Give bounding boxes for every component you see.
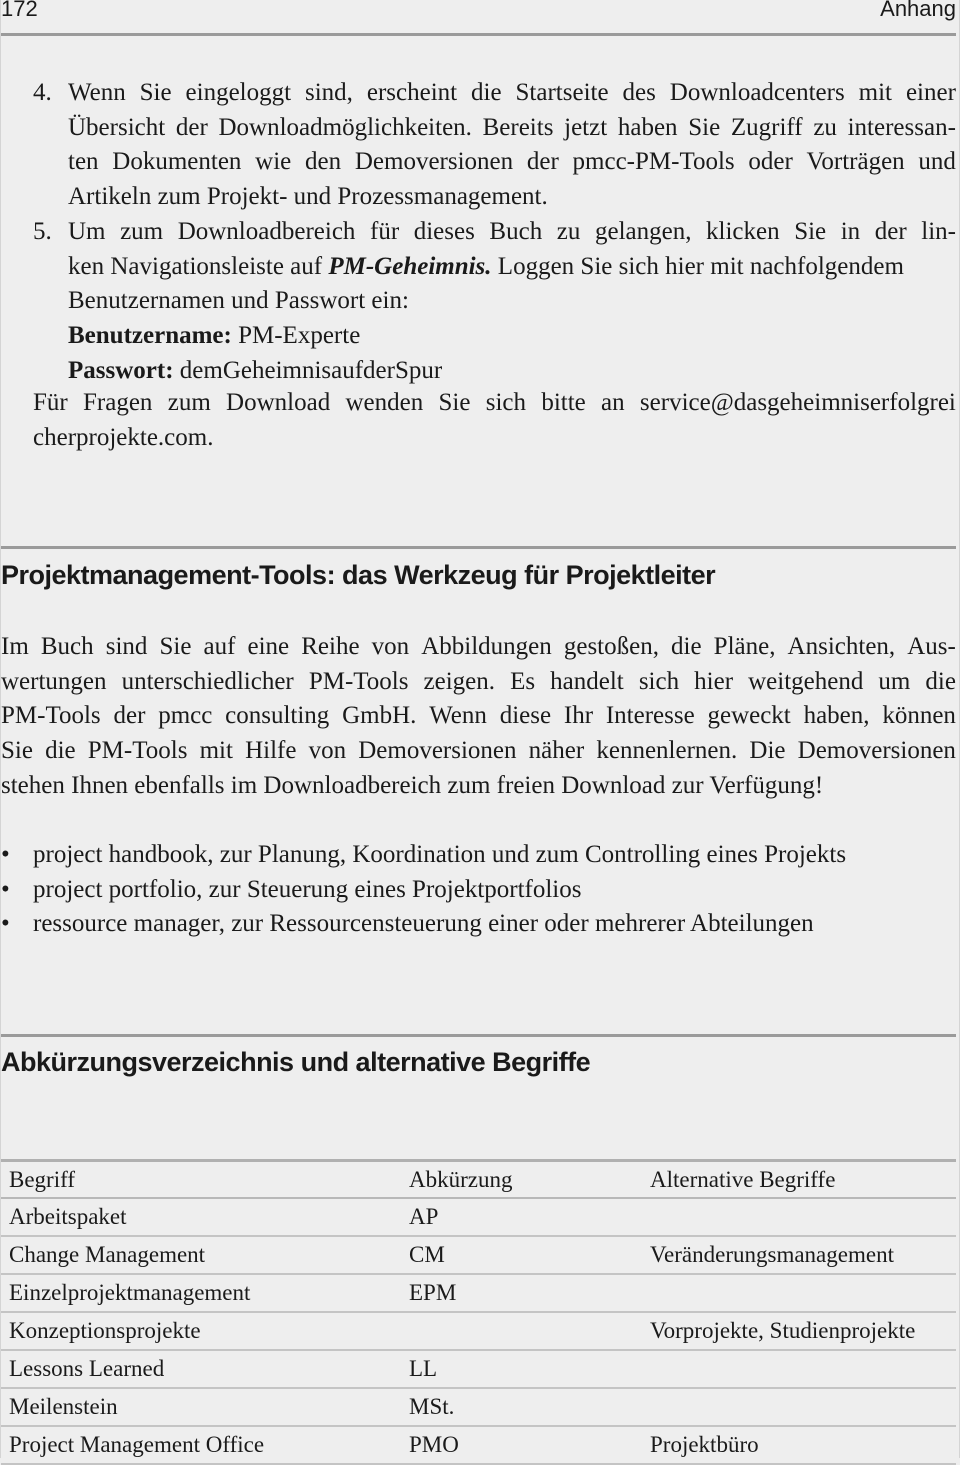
table-row [1, 1388, 956, 1426]
cell-term: Arbeitspaket [1, 1198, 401, 1236]
password-value: demGeheimnisaufderSpur [173, 356, 443, 384]
tools-bullet-list [1, 838, 956, 948]
cell-alternatives [642, 1350, 956, 1388]
step-5-line-2: ken Navigationsleiste auf PM-Geheimnis. Loggen Sie sich hier mit nachfolgendem [68, 252, 904, 280]
list-item: ressource manager, zur Ressourcensteuerung einer oder mehrerer Abteilungen [33, 910, 814, 938]
running-head-section: Anhang [880, 0, 956, 21]
paragraph-line: wertungen unterschiedlicher PM-Tools zeigen. Es handelt sich hier weitgehend um die [1, 667, 956, 695]
table-header-row [1, 1161, 956, 1199]
cell-term: Lessons Learned [1, 1350, 401, 1388]
cell-term: Change Management [1, 1236, 401, 1274]
cell-alternatives: Veränderungsmanagement [642, 1236, 956, 1274]
paragraph-line: PM-Tools der pmcc consulting GmbH. Wenn diese Ihr Interesse geweckt haben, können [1, 702, 956, 730]
cell-abbreviation: LL [401, 1350, 642, 1388]
cell-abbreviation: MSt. [401, 1388, 642, 1426]
column-header-term: Begriff [1, 1161, 401, 1199]
bullet-icon: • [1, 875, 10, 903]
section-heading-tools: Projektmanagement-Tools: das Werkzeug für Projektleiter [1, 560, 716, 590]
abbreviations-table [1, 1159, 956, 1465]
cell-abbreviation: EPM [401, 1274, 642, 1312]
step-number: 4. [33, 79, 52, 106]
section-rule [1, 546, 956, 549]
cell-term: Project Management Office [1, 1426, 401, 1464]
username-value: PM-Experte [231, 321, 361, 349]
username-line [68, 319, 360, 354]
table-row [1, 1198, 956, 1236]
cell-alternatives [642, 1274, 956, 1312]
step-4-line-2: Übersicht der Downloadmöglichkeiten. Bereits jetzt haben Sie Zugriff zu interessan- [68, 113, 956, 141]
section-heading-abbreviations: Abkürzungsverzeichnis und alternative Begriffe [1, 1047, 591, 1077]
bullet-icon: • [1, 910, 10, 938]
step-5-line-3: Benutzernamen und Passwort ein: [68, 287, 409, 315]
table-row [1, 1350, 956, 1388]
paragraph-line: Sie die PM-Tools mit Hilfe von Demoversionen näher kennenlernen. Die Demoversionen [1, 737, 956, 765]
cell-alternatives [642, 1388, 956, 1426]
password-label: Passwort: [68, 356, 174, 384]
list-item: project portfolio, zur Steuerung eines Projektportfolios [33, 875, 582, 903]
cell-term: Konzeptionsprojekte [1, 1312, 401, 1350]
cell-abbreviation [401, 1312, 642, 1350]
nav-link-pm-geheimnis: PM-Geheimnis. [328, 252, 492, 280]
running-head [1, 0, 956, 34]
table-row [1, 1236, 956, 1274]
cell-term: Meilenstein [1, 1388, 401, 1426]
table-row [1, 1312, 956, 1350]
page-number: 172 [1, 0, 38, 21]
cell-term: Einzelprojektmanagement [1, 1274, 401, 1312]
contact-line-2: cherprojekte.com. [33, 423, 214, 451]
step-4-line-3: ten Dokumenten wie den Demoversionen der pmcc-PM-Tools oder Vorträgen und [68, 148, 956, 176]
step-4-line-1: Wenn Sie eingeloggt sind, erscheint die Startseite des Downloadcenters mit einer [68, 79, 956, 106]
bullet-icon: • [1, 841, 10, 868]
step-4-line-4: Artikeln zum Projekt- und Prozessmanagement. [68, 183, 548, 211]
table-row [1, 1274, 956, 1312]
list-item: project handbook, zur Planung, Koordination und zum Controlling eines Projekts [33, 841, 847, 868]
cell-abbreviation: PMO [401, 1426, 642, 1464]
username-label: Benutzername: [68, 321, 232, 349]
header-rule [1, 33, 956, 36]
cell-alternatives: Vorprojekte, Studienprojekte [642, 1312, 956, 1350]
column-header-alternatives: Alternative Begriffe [642, 1161, 956, 1199]
contact-line-1: Für Fragen zum Download wenden Sie sich bitte an service@dasgeheimniserfolgrei [33, 389, 956, 416]
cell-alternatives [642, 1198, 956, 1236]
password-line [68, 354, 442, 389]
cell-abbreviation: CM [401, 1236, 642, 1274]
cell-alternatives: Projektbüro [642, 1426, 956, 1464]
tools-paragraph [1, 630, 956, 810]
cell-abbreviation: AP [401, 1198, 642, 1236]
paragraph-line: Im Buch sind Sie auf eine Reihe von Abbildungen gestoßen, die Pläne, Ansichten, Aus- [1, 633, 956, 660]
download-steps [1, 76, 956, 456]
table-row [1, 1426, 956, 1464]
step-number: 5. [33, 217, 52, 245]
column-header-abbreviation: Abkürzung [401, 1161, 642, 1199]
paragraph-line: stehen Ihnen ebenfalls im Downloadbereich zum freien Download zur Verfügung! [1, 771, 824, 799]
section-rule [1, 1034, 956, 1037]
step-5-line-1: Um zum Downloadbereich für dieses Buch zu gelangen, klicken Sie in der lin- [68, 217, 956, 245]
